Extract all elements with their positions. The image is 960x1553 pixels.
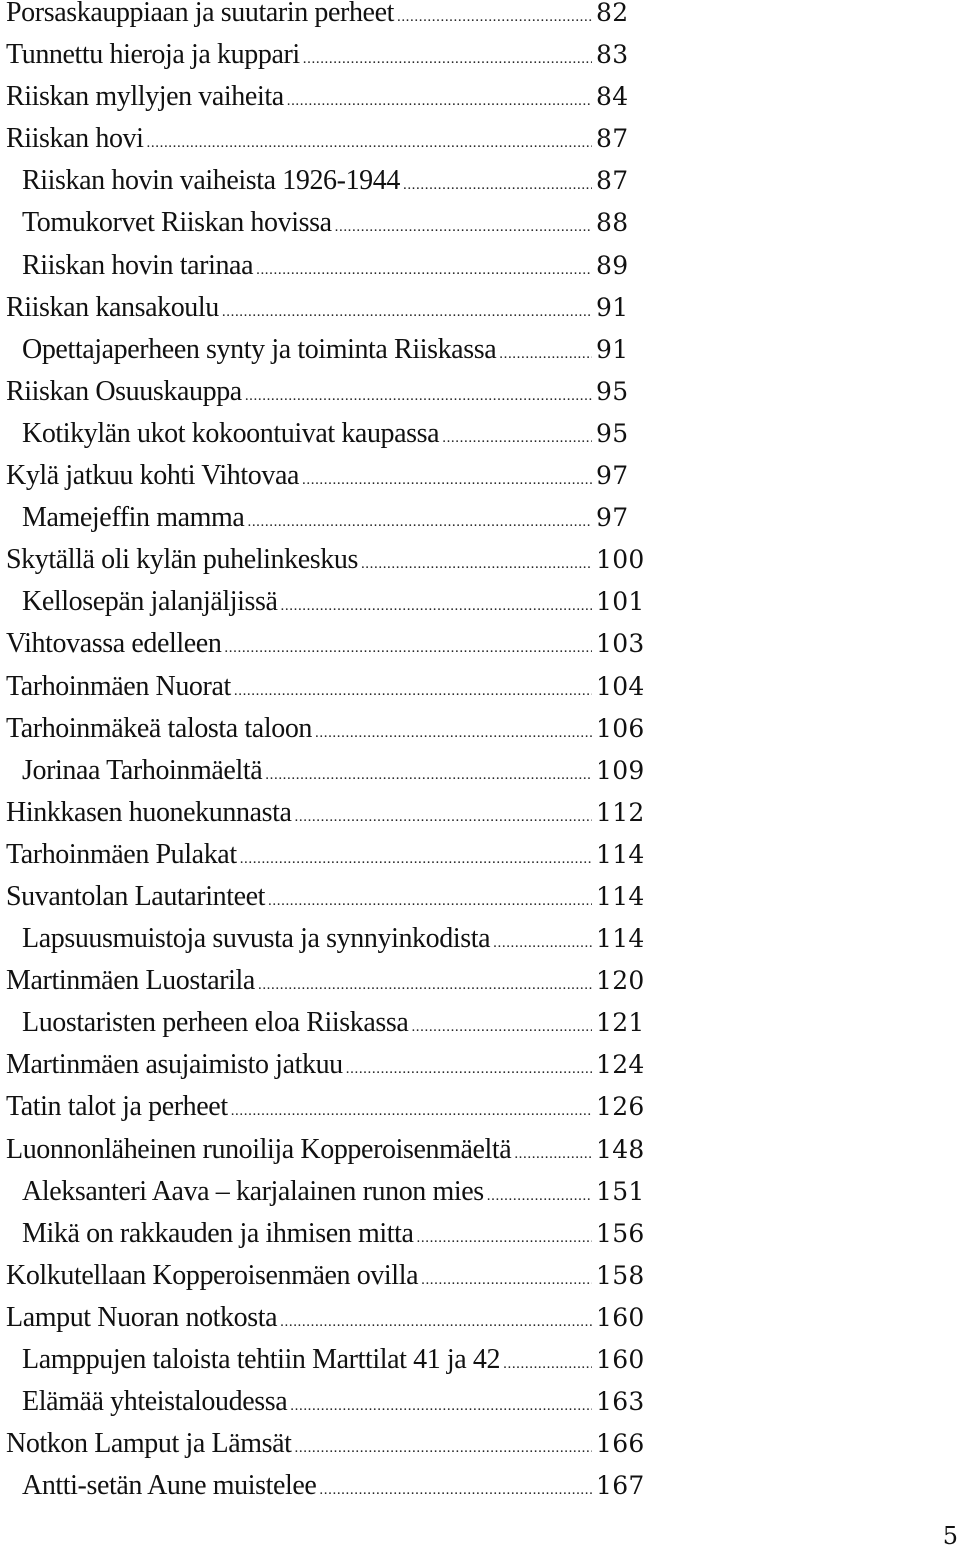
dot-leader <box>397 0 592 38</box>
toc-entry-page: 88 <box>596 208 629 238</box>
dot-leader <box>247 501 592 543</box>
toc-entry-title: Kellosepän jalanjäljissä <box>22 586 278 618</box>
toc-entry-page: 97 <box>596 503 629 533</box>
dot-leader <box>315 712 592 754</box>
toc-entry <box>6 1297 648 1339</box>
dot-leader <box>417 1217 592 1259</box>
toc-entry-page: 114 <box>596 881 645 911</box>
toc-entry <box>6 581 648 623</box>
toc-entry-title: Lamput Nuoran notkosta <box>6 1301 278 1333</box>
dot-leader <box>290 1385 592 1427</box>
toc-entry-title: Tunnettu hieroja ja kuppari <box>6 39 300 71</box>
toc-entry-title: Elämää yhteistaloudessa <box>22 1386 288 1418</box>
toc-entry <box>6 1044 648 1086</box>
toc-entry-title: Tarhoinmäkeä talosta taloon <box>6 712 313 744</box>
toc-entry-page: 114 <box>596 924 645 954</box>
toc-entry <box>6 1086 648 1128</box>
toc-entry-title: Riiskan Osuuskauppa <box>6 375 242 407</box>
toc-entry-page: 160 <box>596 1345 645 1374</box>
toc-entry-title: Mamejeffin mamma <box>22 502 245 534</box>
toc-entry <box>6 876 648 918</box>
toc-entry-title: Opettajaperheen synty ja toiminta Riiskassa <box>22 333 497 365</box>
toc-entry-title: Kolkutellaan Kopperoisenmäen ovilla <box>6 1259 419 1291</box>
dot-leader <box>287 80 592 122</box>
toc-entry <box>6 287 648 329</box>
toc-entry-title: Lamppujen taloista tehtiin Marttilat 41 ja 42 <box>22 1344 501 1375</box>
toc-entry-title: Luonnonläheinen runoilija Kopperoisenmäeltä <box>6 1133 512 1165</box>
dot-leader <box>442 417 592 459</box>
dot-leader <box>303 38 592 80</box>
toc-entry <box>6 76 648 118</box>
toc-entry <box>6 1339 648 1381</box>
toc-entry <box>6 1465 648 1507</box>
toc-entry-title: Tarhoinmäen Nuorat <box>6 670 231 702</box>
toc-entry-page: 124 <box>596 1050 645 1080</box>
toc-entry-page: 156 <box>596 1218 645 1248</box>
page-number: 5 <box>942 1522 958 1550</box>
toc-entry-page: 121 <box>596 1008 645 1038</box>
toc-entry-page: 151 <box>596 1176 645 1206</box>
toc-entry-page: 95 <box>596 418 629 448</box>
dot-leader <box>224 627 592 669</box>
toc-entry-title: Tarhoinmäen Pulakat <box>6 838 237 870</box>
toc-entry <box>6 1423 648 1465</box>
toc-entry-title: Lapsuusmuistoja suvusta ja synnyinkodista <box>22 923 491 955</box>
dot-leader <box>281 585 592 627</box>
toc-entry-page: 87 <box>596 166 629 196</box>
toc-entry <box>6 202 648 244</box>
dot-leader <box>346 1048 592 1090</box>
toc-entry <box>6 666 648 708</box>
toc-entry <box>6 34 648 76</box>
dot-leader <box>302 459 592 501</box>
toc-entry-page: 87 <box>596 124 629 154</box>
toc-entry <box>6 1381 648 1423</box>
toc-entry-title: Suvantolan Lautarinteet <box>6 880 266 912</box>
toc-entry-page: 97 <box>596 461 629 491</box>
toc-entry-page: 109 <box>596 755 645 785</box>
dot-leader <box>335 206 592 248</box>
toc-entry-title: Porsaskauppiaan ja suutarin perheet <box>6 0 394 28</box>
toc-entry <box>6 497 648 539</box>
toc-entry <box>6 708 648 750</box>
toc-entry-page: 91 <box>596 292 629 322</box>
toc-entry-title: Martinmäen Luostarila <box>6 965 255 997</box>
toc-entry <box>6 834 648 876</box>
toc-entry-page: 167 <box>596 1471 645 1501</box>
toc-entry-page: 106 <box>596 713 645 743</box>
dot-leader <box>256 249 592 291</box>
dot-leader <box>295 1427 592 1469</box>
toc-entry-title: Riiskan myllyjen vaiheita <box>6 81 284 113</box>
toc-entry <box>6 118 648 160</box>
toc-entry-page: 158 <box>596 1260 645 1290</box>
dot-leader <box>231 1090 592 1132</box>
table-of-contents <box>6 0 648 1507</box>
toc-entry <box>6 750 648 792</box>
toc-entry-page: 100 <box>596 545 645 575</box>
dot-leader <box>240 838 592 880</box>
toc-entry-title: Luostaristen perheen eloa Riiskassa <box>22 1007 409 1039</box>
toc-entry-page: 112 <box>596 797 645 827</box>
toc-entry <box>6 960 648 1002</box>
toc-entry <box>6 455 648 497</box>
dot-leader <box>493 922 592 964</box>
toc-entry <box>6 1129 648 1171</box>
toc-entry <box>6 371 648 413</box>
toc-entry-title: Aleksanteri Aava – karjalainen runon mies <box>22 1175 484 1207</box>
dot-leader <box>411 1006 592 1048</box>
toc-entry-title: Riiskan hovi <box>6 123 144 155</box>
toc-entry-title: Riiskan hovin vaiheista 1926-1944 <box>22 165 400 197</box>
toc-entry <box>6 1255 648 1297</box>
dot-leader <box>147 122 592 164</box>
toc-entry-title: Kylä jatkuu kohti Vihtovaa <box>6 460 300 492</box>
toc-entry-page: 89 <box>596 250 629 280</box>
toc-entry-page: 148 <box>596 1134 645 1164</box>
toc-entry-page: 83 <box>596 40 629 70</box>
dot-leader <box>258 964 592 1006</box>
toc-entry <box>6 245 648 287</box>
toc-entry <box>6 0 648 34</box>
toc-entry-title: Vihtovassa edelleen <box>6 628 222 660</box>
toc-entry <box>6 539 648 581</box>
toc-entry-page: 114 <box>596 839 645 869</box>
toc-entry <box>6 792 648 834</box>
toc-entry-title: Martinmäen asujaimisto jatkuu <box>6 1049 343 1081</box>
dot-leader <box>245 375 592 417</box>
toc-entry <box>6 918 648 960</box>
toc-entry <box>6 1213 648 1255</box>
toc-entry <box>6 1171 648 1213</box>
dot-leader <box>295 796 592 838</box>
toc-entry-page: 104 <box>596 671 645 701</box>
toc-entry-title: Riiskan hovin tarinaa <box>22 249 254 281</box>
toc-entry <box>6 623 648 665</box>
dot-leader <box>234 670 592 712</box>
toc-entry-page: 95 <box>596 376 629 406</box>
toc-entry-title: Tomukorvet Riiskan hovissa <box>22 207 332 239</box>
toc-entry-title: Riiskan kansakoulu <box>6 291 219 323</box>
dot-leader <box>280 1301 592 1343</box>
toc-entry-page: 166 <box>596 1429 645 1459</box>
toc-entry-title: Jorinaa Tarhoinmäeltä <box>22 754 263 786</box>
toc-entry-title: Hinkkasen huonekunnasta <box>6 796 292 828</box>
dot-leader <box>514 1133 592 1175</box>
toc-entry-page: 103 <box>596 629 645 659</box>
dot-leader <box>403 164 592 206</box>
toc-entry-page: 163 <box>596 1387 645 1417</box>
toc-entry-title: Tatin talot ja perheet <box>6 1091 228 1123</box>
toc-entry <box>6 329 648 371</box>
dot-leader <box>265 754 592 796</box>
dot-leader <box>503 1343 592 1385</box>
toc-entry-title: Kotikylän ukot kokoontuivat kaupassa <box>22 417 440 449</box>
toc-entry-page: 91 <box>596 334 629 364</box>
toc-entry-title: Notkon Lamput ja Lämsät <box>6 1428 292 1460</box>
toc-entry-page: 101 <box>596 587 645 617</box>
toc-entry <box>6 1002 648 1044</box>
toc-entry-page: 84 <box>596 82 629 112</box>
toc-entry <box>6 413 648 455</box>
toc-entry-title: Skytällä oli kylän puhelinkeskus <box>6 544 358 576</box>
toc-entry-title: Mikä on rakkauden ja ihmisen mitta <box>22 1217 414 1249</box>
toc-entry-page: 160 <box>596 1302 645 1332</box>
dot-leader <box>361 543 592 585</box>
toc-entry-page: 126 <box>596 1092 645 1122</box>
toc-entry-page: 120 <box>596 966 645 996</box>
dot-leader <box>268 880 592 922</box>
toc-entry-title: Antti-setän Aune muistelee <box>22 1470 317 1502</box>
toc-entry-page: 82 <box>596 0 629 27</box>
dot-leader <box>487 1175 592 1217</box>
toc-entry <box>6 160 648 202</box>
dot-leader <box>319 1469 592 1511</box>
dot-leader <box>499 333 592 375</box>
dot-leader <box>421 1259 592 1301</box>
dot-leader <box>222 291 592 333</box>
